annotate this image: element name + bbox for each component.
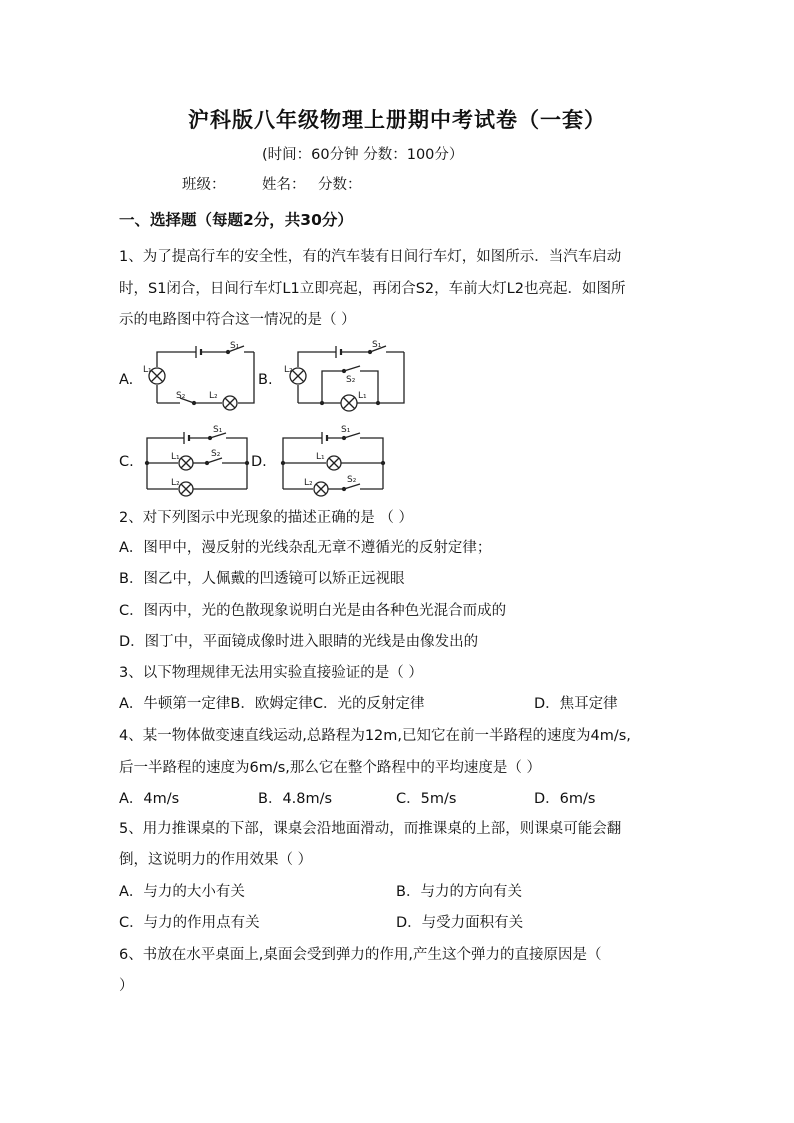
circuit-d-l1: L₁ (316, 452, 325, 462)
circuit-b (284, 340, 404, 411)
circuit-b-s1: S₁ (372, 340, 382, 350)
q1-option-c-label: C. (119, 454, 134, 470)
q5-option-a: A．与力的大小有关 (119, 884, 245, 900)
q2-option-a: A．图甲中，漫反射的光线杂乱无章不遵循光的反射定律； (119, 540, 492, 556)
circuit-c-s2: S₂ (211, 449, 221, 459)
name-label: 姓名： (262, 177, 306, 193)
q4-option-b: B．4.8m/s (258, 791, 333, 807)
circuit-c-s1: S₁ (213, 425, 223, 435)
q5-option-d: D．与受力面积有关 (396, 915, 524, 931)
q4-stem-line1: 4、某一物体做变速直线运动,总路程为12m,已知它在前一半路程的速度为4m/s, (119, 728, 631, 744)
circuit-b-l1: L₁ (358, 391, 367, 401)
circuit-c-l1: L₁ (171, 452, 180, 462)
q1-stem-line1: 1、为了提高行车的安全性，有的汽车装有日间行车灯，如图所示．当汽车启动 (119, 249, 622, 265)
q4-stem-line2: 后一半路程的速度为6m/s,那么它在整个路程中的平均速度是（ ） (119, 760, 542, 776)
class-label: 班级： (182, 177, 226, 193)
q4-option-c: C．5m/s (396, 791, 457, 807)
circuit-d-s1: S₁ (341, 425, 351, 435)
circuit-b-s2: S₂ (346, 375, 356, 385)
score-label: 分数： (318, 177, 362, 193)
circuit-c-l2: L₂ (171, 478, 180, 488)
q2-option-b: B．图乙中，人佩戴的凹透镜可以矫正远视眼 (119, 571, 405, 587)
circuit-a-l1: L₁ (143, 365, 152, 375)
q1-option-d-label: D. (251, 454, 267, 470)
q5-option-c: C．与力的作用点有关 (119, 915, 260, 931)
exam-meta: (时间：60分钟 分数：100分） (262, 147, 464, 163)
circuit-d (282, 425, 385, 496)
q2-option-c: C．图丙中，光的色散现象说明白光是由各种色光混合而成的 (119, 603, 507, 619)
circuit-b-l2: L₂ (284, 365, 293, 375)
q1-circuit-diagrams (119, 334, 419, 504)
circuit-a-l2: L₂ (209, 391, 218, 401)
circuit-a-s1: S₁ (230, 341, 240, 351)
q1-option-b-label: B. (258, 372, 273, 388)
q1-option-a-label: A. (119, 372, 134, 388)
q5-stem-line1: 5、用力推课桌的下部，课桌会沿地面滑动，而推课桌的上部，则课桌可能会翻 (119, 821, 622, 837)
q3-option-d: D．焦耳定律 (534, 696, 618, 712)
q3-stem: 3、以下物理规律无法用实验直接验证的是（ ） (119, 665, 423, 681)
q4-option-d: D．6m/s (534, 791, 596, 807)
q6-stem-line1: 6、书放在水平桌面上,桌面会受到弹力的作用,产生这个弹力的直接原因是（ (119, 947, 602, 963)
circuit-a (143, 341, 254, 410)
q5-stem-line2: 倒，这说明力的作用效果（ ） (119, 852, 313, 868)
circuit-d-s2: S₂ (347, 475, 357, 485)
q1-stem-line3: 示的电路图中符合这一情况的是（ ） (119, 312, 356, 328)
q5-option-b: B．与力的方向有关 (396, 884, 522, 900)
q1-stem-line2: 时，S1闭合，日间行车灯L1立即亮起，再闭合S2，车前大灯L2也亮起．如图所 (119, 281, 626, 297)
page-title: 沪科版八年级物理上册期中考试卷（一套） (188, 107, 606, 132)
q2-stem: 2、对下列图示中光现象的描述正确的是 （ ） (119, 510, 413, 526)
q3-options-abc: A．牛顿第一定律B．欧姆定律C．光的反射定律 (119, 696, 425, 712)
q6-stem-line2: ） (119, 978, 134, 994)
circuit-a-s2: S₂ (176, 391, 186, 401)
q2-option-d: D．图丁中，平面镜成像时进入眼睛的光线是由像发出的 (119, 634, 479, 650)
section-heading: 一、选择题（每题2分，共30分） (119, 211, 353, 229)
circuit-d-l2: L₂ (304, 478, 313, 488)
q4-option-a: A．4m/s (119, 791, 180, 807)
circuit-c (146, 425, 249, 496)
